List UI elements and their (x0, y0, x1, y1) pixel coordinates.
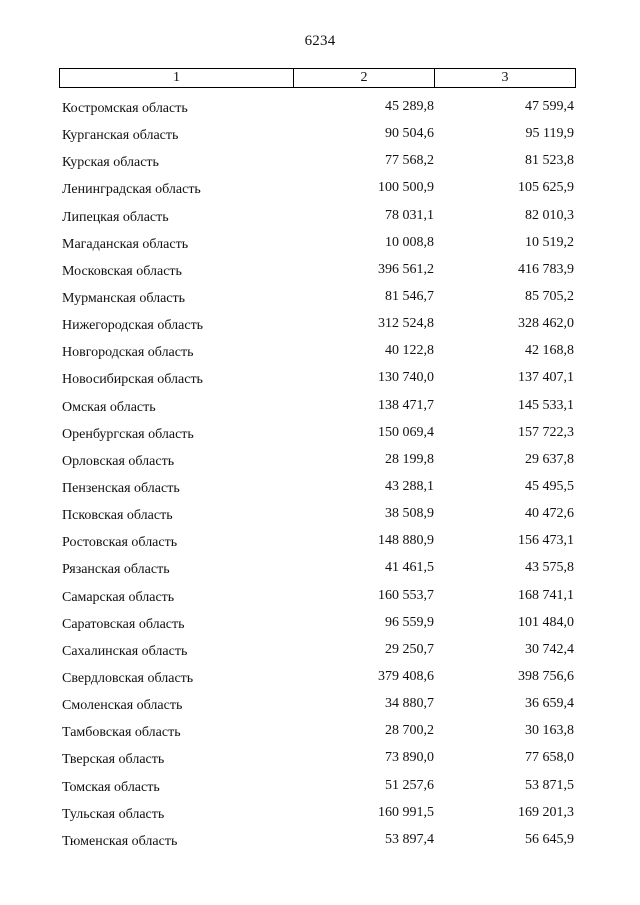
header-col-2: 2 (294, 69, 435, 87)
region-name: Тверская область (62, 752, 165, 768)
table-row (0, 722, 640, 749)
value-col-2: 138 471,7 (378, 397, 434, 413)
table-row (0, 695, 640, 722)
region-name: Пензенская область (62, 480, 180, 496)
value-col-3: 30 742,4 (525, 641, 574, 657)
table-row (0, 559, 640, 586)
table-row (0, 614, 640, 641)
value-col-3: 43 575,8 (525, 560, 574, 576)
value-col-3: 156 473,1 (518, 533, 574, 549)
table-row (0, 397, 640, 424)
region-name: Новосибирская область (62, 372, 203, 388)
value-col-3: 45 495,5 (525, 478, 574, 494)
value-col-2: 100 500,9 (378, 180, 434, 196)
region-name: Тульская область (62, 806, 165, 822)
value-col-3: 10 519,2 (525, 234, 574, 250)
value-col-3: 29 637,8 (525, 451, 574, 467)
value-col-2: 379 408,6 (378, 668, 434, 684)
table-row (0, 749, 640, 776)
value-col-3: 157 722,3 (518, 424, 574, 440)
region-name: Сахалинская область (62, 643, 188, 659)
table-row (0, 315, 640, 342)
table-row (0, 777, 640, 804)
value-col-2: 90 504,6 (385, 126, 434, 142)
region-name: Ростовская область (62, 535, 178, 551)
value-col-2: 148 880,9 (378, 533, 434, 549)
table-row (0, 668, 640, 695)
table-row (0, 831, 640, 858)
table-row (0, 342, 640, 369)
value-col-3: 30 163,8 (525, 723, 574, 739)
value-col-3: 95 119,9 (525, 126, 574, 142)
table-row (0, 641, 640, 668)
value-col-3: 168 741,1 (518, 587, 574, 603)
table-row (0, 505, 640, 532)
table-row (0, 587, 640, 614)
value-col-2: 78 031,1 (385, 207, 434, 223)
value-col-3: 145 533,1 (518, 397, 574, 413)
value-col-3: 42 168,8 (525, 343, 574, 359)
table-row (0, 424, 640, 451)
value-col-2: 73 890,0 (385, 750, 434, 766)
value-col-3: 77 658,0 (525, 750, 574, 766)
table-row (0, 288, 640, 315)
value-col-3: 328 462,0 (518, 316, 574, 332)
region-name: Московская область (62, 263, 182, 279)
table-row (0, 369, 640, 396)
value-col-2: 10 008,8 (385, 234, 434, 250)
value-col-3: 81 523,8 (525, 153, 574, 169)
value-col-3: 47 599,4 (525, 99, 574, 114)
value-col-2: 150 069,4 (378, 424, 434, 440)
region-name: Ленинградская область (62, 182, 201, 198)
value-col-2: 43 288,1 (385, 478, 434, 494)
value-col-2: 96 559,9 (385, 614, 434, 630)
table-header (59, 68, 576, 88)
value-col-2: 130 740,0 (378, 370, 434, 386)
region-name: Свердловская область (62, 670, 194, 686)
value-col-2: 53 897,4 (385, 831, 434, 847)
value-col-3: 53 871,5 (525, 777, 574, 793)
table-row (0, 125, 640, 152)
region-name: Мурманская область (62, 290, 186, 306)
table-row (0, 207, 640, 234)
region-name: Новгородская область (62, 345, 194, 361)
region-name: Нижегородская область (62, 318, 204, 334)
value-col-3: 416 783,9 (518, 261, 574, 277)
value-col-2: 160 553,7 (378, 587, 434, 603)
region-name: Смоленская область (62, 698, 183, 714)
value-col-3: 82 010,3 (525, 207, 574, 223)
table-row (0, 179, 640, 206)
region-name: Костромская область (62, 101, 188, 116)
region-name: Оренбургская область (62, 426, 194, 442)
table-row (0, 532, 640, 559)
value-col-3: 105 625,9 (518, 180, 574, 196)
region-name: Курская область (62, 155, 159, 171)
region-name: Курганская область (62, 128, 179, 144)
value-col-2: 81 546,7 (385, 288, 434, 304)
table-row (0, 478, 640, 505)
region-name: Саратовская область (62, 616, 185, 632)
region-name: Орловская область (62, 453, 175, 469)
region-name: Липецкая область (62, 209, 169, 225)
value-col-3: 137 407,1 (518, 370, 574, 386)
value-col-3: 169 201,3 (518, 804, 574, 820)
value-col-2: 160 991,5 (378, 804, 434, 820)
table-row (0, 98, 640, 125)
value-col-2: 28 700,2 (385, 723, 434, 739)
page-number: 6234 (304, 33, 336, 49)
table-row (0, 451, 640, 478)
value-col-3: 85 705,2 (525, 288, 574, 304)
region-name: Тамбовская область (62, 725, 181, 741)
table-row (0, 261, 640, 288)
region-name: Самарская область (62, 589, 175, 605)
table-body (0, 98, 640, 858)
value-col-2: 312 524,8 (378, 316, 434, 332)
table-row (0, 234, 640, 261)
value-col-2: 40 122,8 (385, 343, 434, 359)
region-name: Омская область (62, 399, 156, 415)
value-col-2: 29 250,7 (385, 641, 434, 657)
value-col-2: 28 199,8 (385, 451, 434, 467)
table-row (0, 152, 640, 179)
value-col-2: 38 508,9 (385, 506, 434, 522)
region-name: Тюменская область (62, 833, 178, 849)
value-col-2: 45 289,8 (385, 99, 434, 114)
value-col-3: 40 472,6 (525, 506, 574, 522)
table-row (0, 804, 640, 831)
value-col-3: 101 484,0 (518, 614, 574, 630)
value-col-2: 34 880,7 (385, 696, 434, 712)
header-col-1: 1 (60, 69, 294, 87)
value-col-2: 77 568,2 (385, 153, 434, 169)
region-name: Псковская область (62, 508, 173, 524)
value-col-2: 41 461,5 (385, 560, 434, 576)
region-name: Магаданская область (62, 236, 189, 252)
value-col-2: 51 257,6 (385, 777, 434, 793)
value-col-3: 398 756,6 (518, 668, 574, 684)
region-name: Томская область (62, 779, 160, 795)
value-col-3: 56 645,9 (525, 831, 574, 847)
header-col-3: 3 (501, 70, 509, 85)
value-col-2: 396 561,2 (378, 261, 434, 277)
value-col-3: 36 659,4 (525, 696, 574, 712)
region-name: Рязанская область (62, 562, 170, 578)
